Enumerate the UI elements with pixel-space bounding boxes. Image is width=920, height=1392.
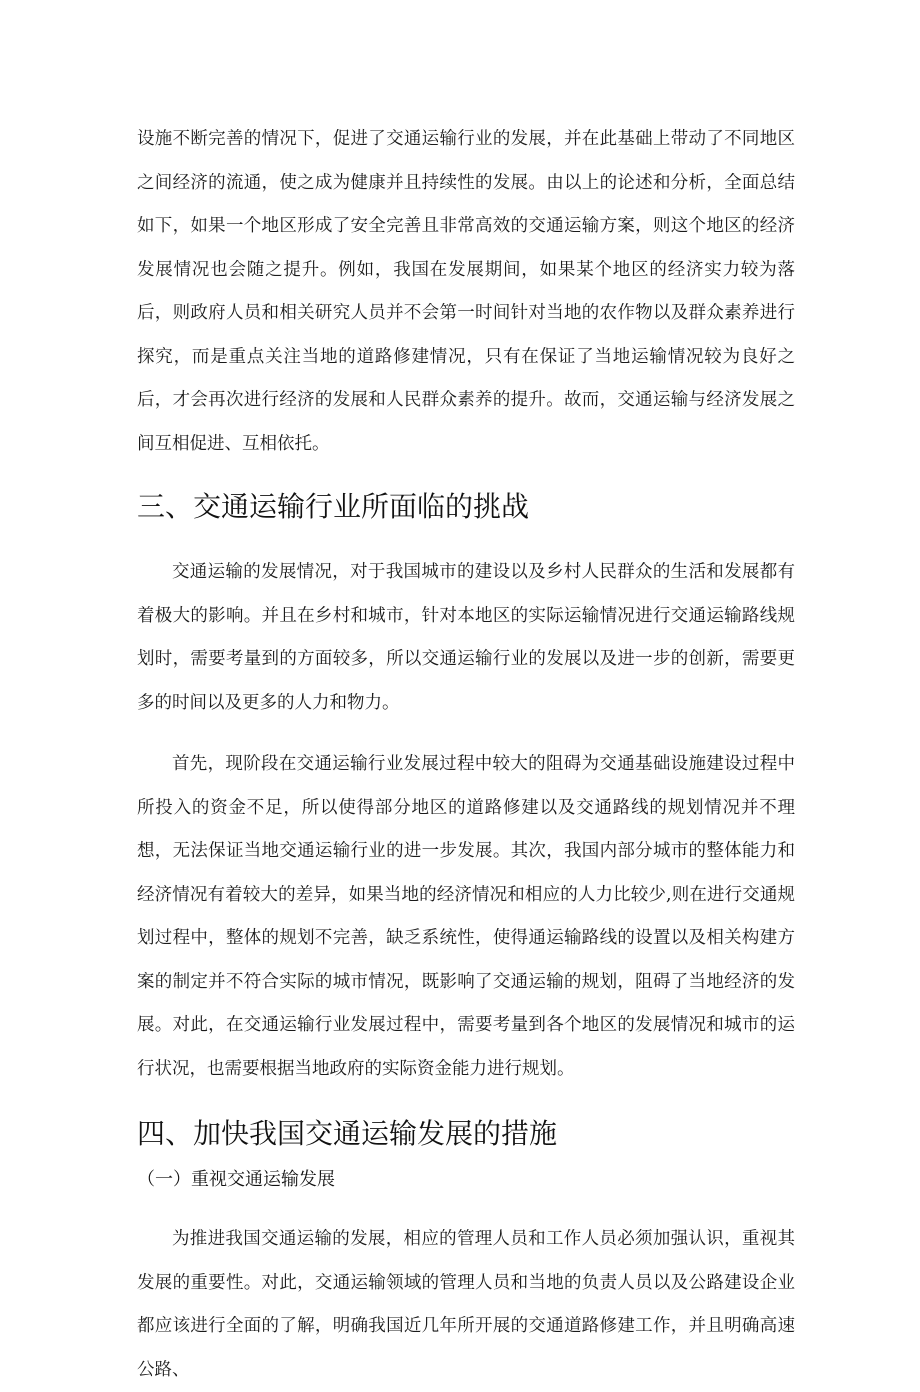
section-heading-three: 三、交通运输行业所面临的挑战 — [137, 490, 530, 523]
subsection-heading: （一）重视交通运输发展 — [137, 1169, 335, 1190]
section-heading-four: 四、加快我国交通运输发展的措施 — [137, 1117, 558, 1150]
body-paragraph: 为推进我国交通运输的发展，相应的管理人员和工作人员必须加强认识，重视其发展的重要性。对此，交通运输领域的管理人员和当地的负责人员以及公路建设企业都应该进行全面的了解，明确我国近几年所开展的交通道路修建工作，并且明确高速公路、 — [137, 1229, 795, 1380]
body-paragraph: 首先，现阶段在交通运输行业发展过程中较大的阻碍为交通基础设施建设过程中所投入的资金不足，所以使得部分地区的道路修建以及交通路线的规划情况并不理想，无法保证当地交通运输行业的进一步发展。其次，我国内部分城市的整体能力和经济情况有着较大的差异，如果当地的经济情况和相应的人力比较少,则在进行交通规划过程中，整体的规划不完善，缺乏系统性，使得通运输路线的设置以及相关构建方案的制定并不符合实际的城市情况，既影响了交通运输的规划，阻碍了当地经济的发展。对此，在交通运输行业发展过程中，需要考量到各个地区的发展情况和城市的运行状况，也需要根据当地政府的实际资金能力进行规划。 — [137, 754, 795, 1079]
body-paragraph: 设施不断完善的情况下，促进了交通运输行业的发展，并在此基础上带动了不同地区之间经济的流通，使之成为健康并且持续性的发展。由以上的论述和分析，全面总结如下，如果一个地区形成了安全完善且非常高效的交通运输方案，则这个地区的经济发展情况也会随之提升。例如，我国在发展期间，如果某个地区的经济实力较为落后，则政府人员和相关研究人员并不会第一时间针对当地的农作物以及群众素养进行探究，而是重点关注当地的道路修建情况，只有在保证了当地运输情况较为良好之后，才会再次进行经济的发展和人民群众素养的提升。故而，交通运输与经济发展之间互相促进、互相依托。 — [137, 129, 795, 454]
document-page — [137, 118, 795, 1392]
body-paragraph: 交通运输的发展情况，对于我国城市的建设以及乡村人民群众的生活和发展都有着极大的影响。并且在乡村和城市，针对本地区的实际运输情况进行交通运输路线规划时，需要考量到的方面较多，所以交通运输行业的发展以及进一步的创新，需要更多的时间以及更多的人力和物力。 — [137, 562, 795, 713]
